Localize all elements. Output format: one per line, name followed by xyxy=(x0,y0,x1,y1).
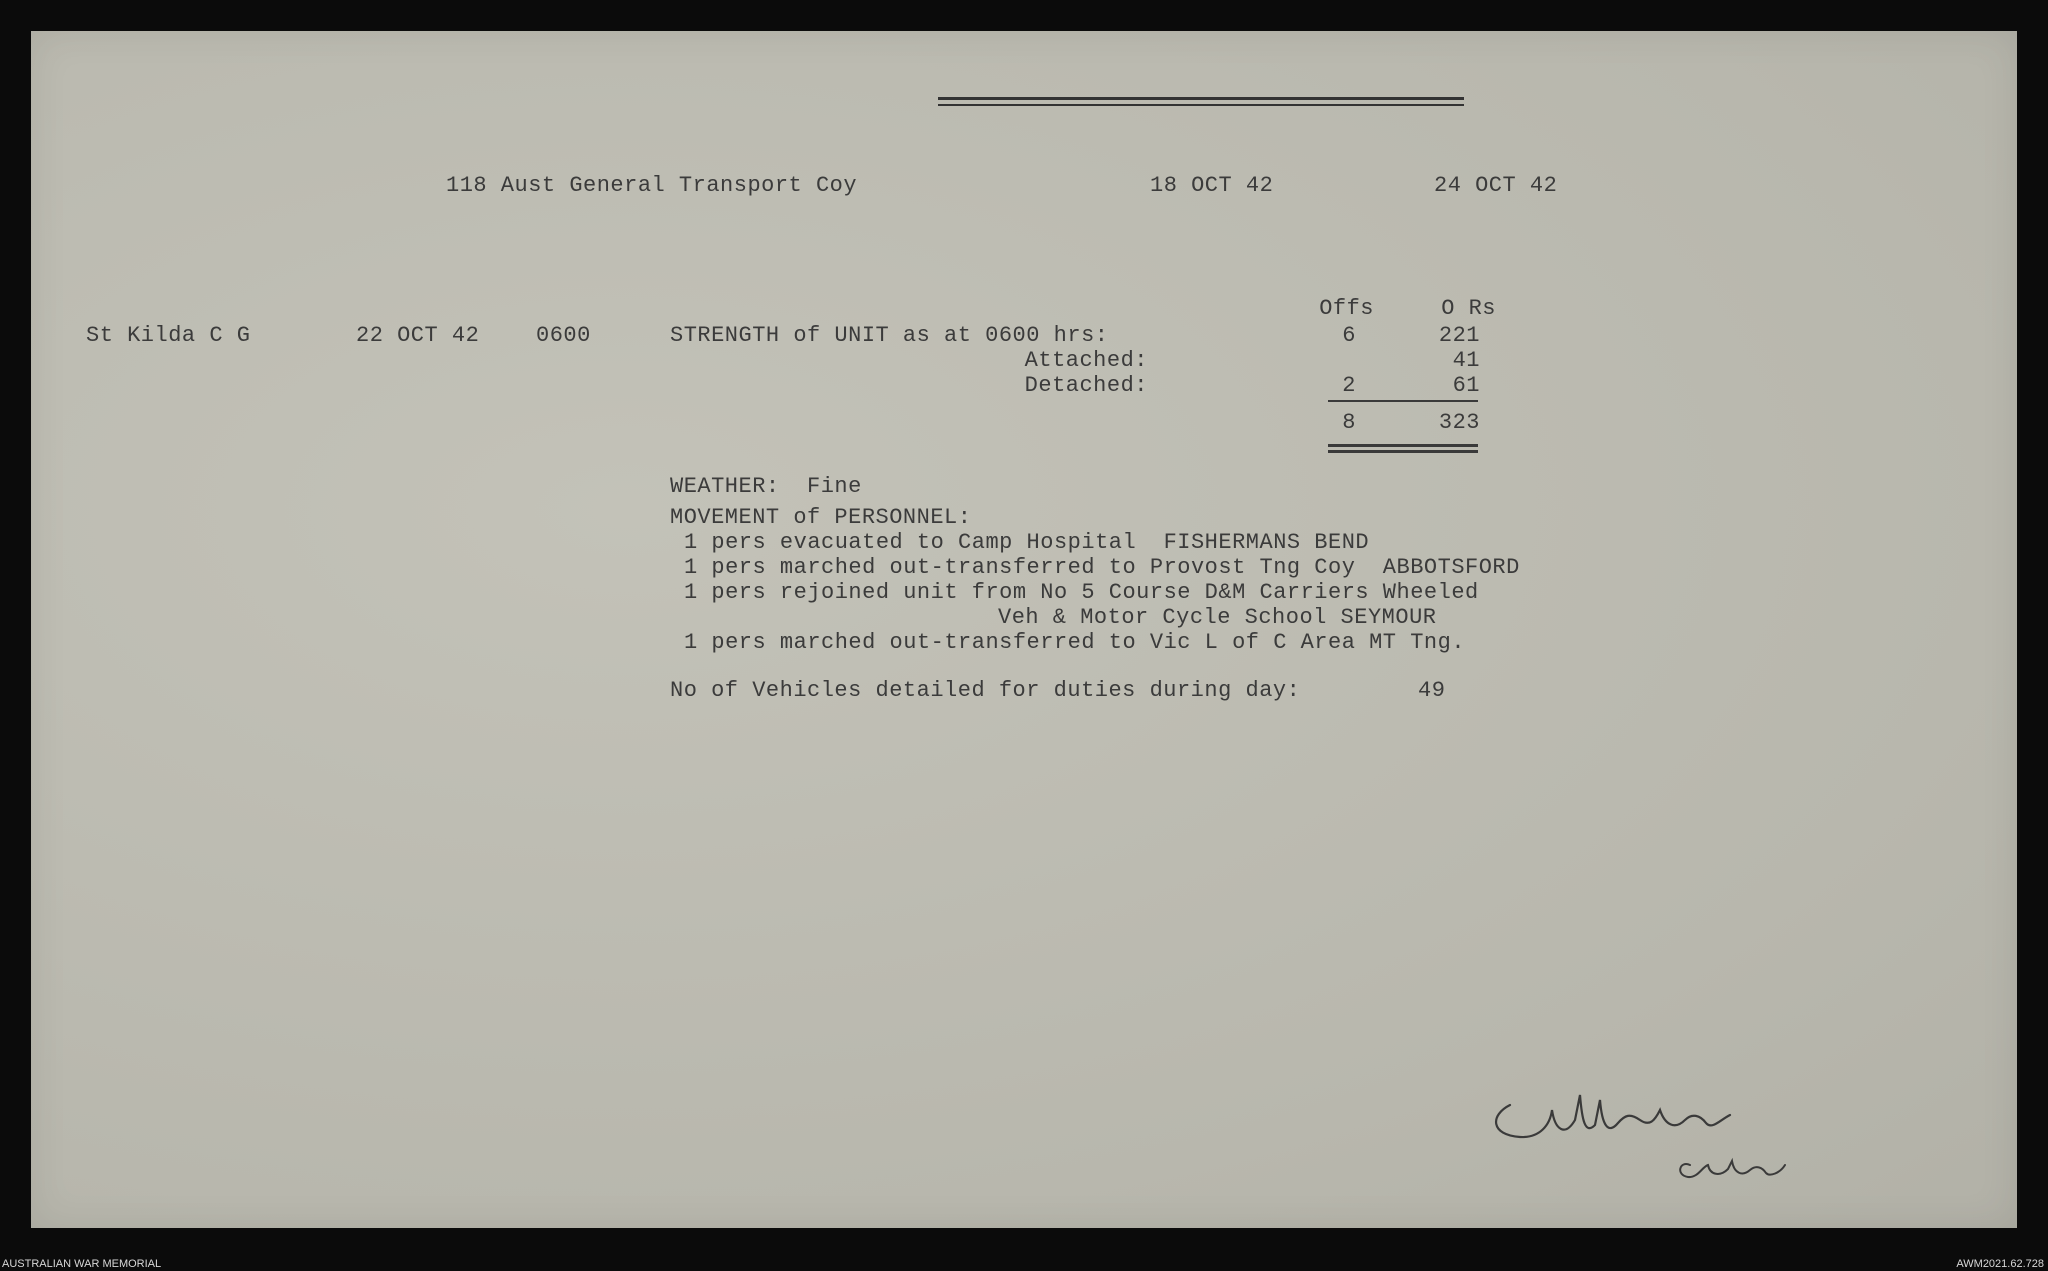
movement-item-2: 1 pers marched out-transferred to Provost Tng Coy ABBOTSFORD xyxy=(684,555,1520,580)
date-from: 18 OCT 42 xyxy=(1150,173,1274,198)
vehicles-label: No of Vehicles detailed for duties during day: xyxy=(670,678,1301,703)
weather: WEATHER: Fine xyxy=(670,474,862,499)
movement-item-3: 1 pers rejoined unit from No 5 Course D&M Carriers Wheeled xyxy=(684,580,1479,605)
movement-item-1: 1 pers evacuated to Camp Hospital FISHERMANS BEND xyxy=(684,530,1370,555)
total-offs: 8 xyxy=(1342,410,1356,435)
col-header-offs: Offs xyxy=(1319,296,1374,321)
total-double-rule xyxy=(1328,444,1478,447)
vehicles-value: 49 xyxy=(1418,678,1446,703)
entry-place: St Kilda C G xyxy=(86,323,251,348)
strength-offs: 6 xyxy=(1342,323,1356,348)
attached-ors: 41 xyxy=(1452,348,1480,373)
footer-right: AWM2021.62.728 xyxy=(1956,1258,2044,1270)
attached-label: Attached: xyxy=(1024,348,1148,373)
top-double-rule-2 xyxy=(938,104,1464,106)
entry-date: 22 OCT 42 xyxy=(356,323,480,348)
movement-item-3-cont: Veh & Motor Cycle School SEYMOUR xyxy=(998,605,1437,630)
strength-ors: 221 xyxy=(1438,323,1480,348)
strength-label: STRENGTH of UNIT as at 0600 hrs: xyxy=(670,323,1109,348)
movement-item-4: 1 pers marched out-transferred to Vic L of C Area MT Tng. xyxy=(684,630,1466,655)
total-ors: 323 xyxy=(1438,410,1480,435)
detached-offs: 2 xyxy=(1342,373,1356,398)
detached-ors: 61 xyxy=(1452,373,1480,398)
handwritten-signature xyxy=(1480,1065,1820,1185)
top-double-rule xyxy=(938,97,1464,100)
subtotal-rule xyxy=(1328,400,1478,402)
entry-time: 0600 xyxy=(536,323,591,348)
unit-name: 118 Aust General Transport Coy xyxy=(446,173,858,198)
movement-title: MOVEMENT of PERSONNEL: xyxy=(670,505,972,530)
col-header-ors: O Rs xyxy=(1441,296,1496,321)
detached-label: Detached: xyxy=(1024,373,1148,398)
total-double-rule-2 xyxy=(1328,450,1478,453)
date-to: 24 OCT 42 xyxy=(1434,173,1558,198)
footer-left: AUSTRALIAN WAR MEMORIAL xyxy=(2,1258,162,1270)
